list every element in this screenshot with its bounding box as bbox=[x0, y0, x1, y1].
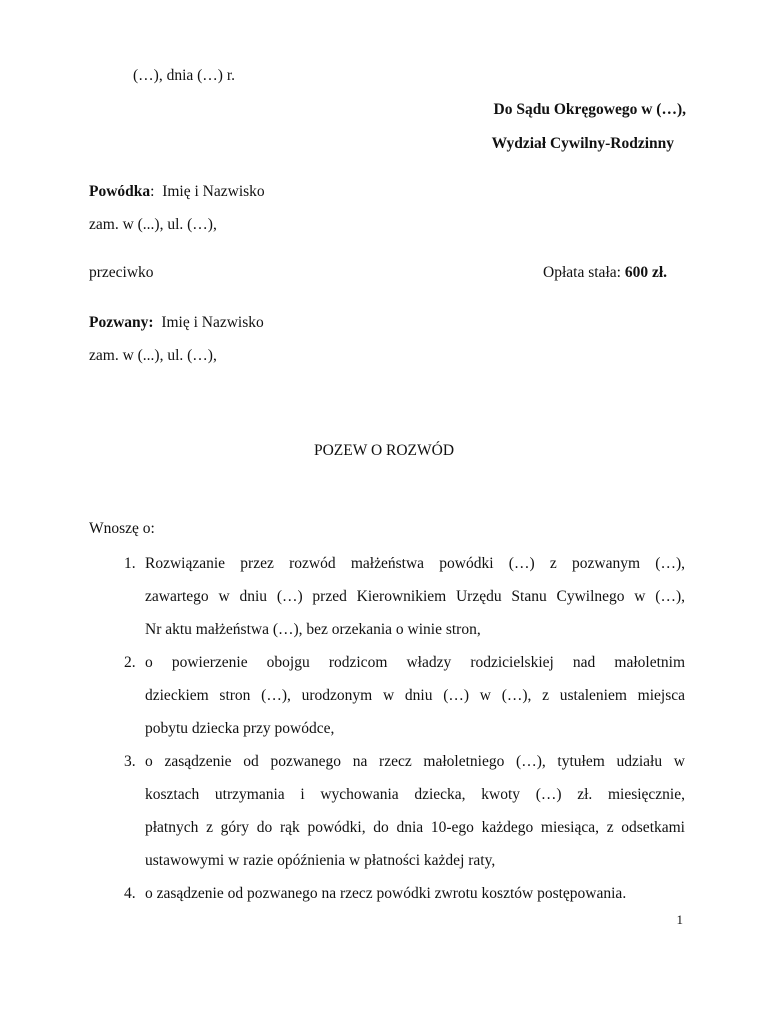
request-item bbox=[89, 547, 685, 646]
request-line: płatnych z góry do rąk powódki, do dnia 10-ego każdego miesiąca, z odsetkami bbox=[145, 819, 685, 836]
court-division: Wydział Cywilny-Rodzinny bbox=[491, 135, 674, 152]
request-line: o powierzenie obojgu rodzicom władzy rodzicielskiej nad małoletnim bbox=[145, 654, 685, 671]
request-line: Nr aktu małżeństwa (…), bez orzekania o winie stron, bbox=[145, 621, 481, 638]
fee-value: 600 zł. bbox=[624, 264, 667, 281]
request-line: zawartego w dniu (…) przed Kierownikiem Urzędu Stanu Cywilnego w (…), bbox=[145, 588, 685, 605]
place-date: (…), dnia (…) r. bbox=[133, 67, 236, 84]
request-number: 1. bbox=[124, 555, 136, 572]
request-number: 3. bbox=[124, 753, 136, 770]
request-line: o zasądzenie od pozwanego na rzecz powódki zwrotu kosztów postępowania. bbox=[145, 885, 627, 902]
plaintiff-colon: : bbox=[150, 183, 155, 200]
plaintiff-name: Imię i Nazwisko bbox=[162, 183, 265, 200]
request-line: Rozwiązanie przez rozwód małżeństwa powódki (…) z pozwanym (…), bbox=[145, 555, 685, 572]
plaintiff-address: zam. w (...), ul. (…), bbox=[89, 216, 217, 233]
request-line: pobytu dziecka przy powódce, bbox=[145, 720, 335, 737]
fee-line bbox=[543, 263, 667, 283]
against-text: przeciwko bbox=[89, 264, 154, 281]
request-line: dzieckiem stron (…), urodzonym w dniu (…) w (…), z ustaleniem miejsca bbox=[145, 687, 685, 704]
defendant-label: Pozwany: bbox=[89, 314, 154, 331]
request-line: o zasądzenie od pozwanego na rzecz małoletniego (…), tytułem udziału w bbox=[145, 753, 685, 770]
defendant-line bbox=[89, 313, 264, 333]
document-title: POZEW O ROZWÓD bbox=[313, 442, 455, 459]
defendant-name: Imię i Nazwisko bbox=[161, 314, 264, 331]
page-number: 1 bbox=[676, 912, 683, 927]
defendant-address: zam. w (...), ul. (…), bbox=[89, 347, 217, 364]
plaintiff-label: Powódka bbox=[89, 183, 151, 200]
plaintiff-line bbox=[89, 182, 265, 202]
request-line: kosztach utrzymania i wychowania dziecka, kwoty (…) zł. miesięcznie, bbox=[145, 786, 685, 803]
requests-list bbox=[89, 547, 685, 910]
request-item bbox=[89, 745, 685, 877]
request-item bbox=[89, 646, 685, 745]
requests-intro: Wnoszę o: bbox=[89, 520, 155, 537]
request-number: 4. bbox=[124, 885, 136, 902]
court-name: Do Sądu Okręgowego w (…), bbox=[493, 101, 686, 118]
request-line: ustawowymi w razie opóźnienia w płatności każdej raty, bbox=[145, 852, 496, 869]
request-item bbox=[89, 877, 685, 910]
request-number: 2. bbox=[124, 654, 136, 671]
fee-label: Opłata stała: bbox=[543, 264, 621, 281]
